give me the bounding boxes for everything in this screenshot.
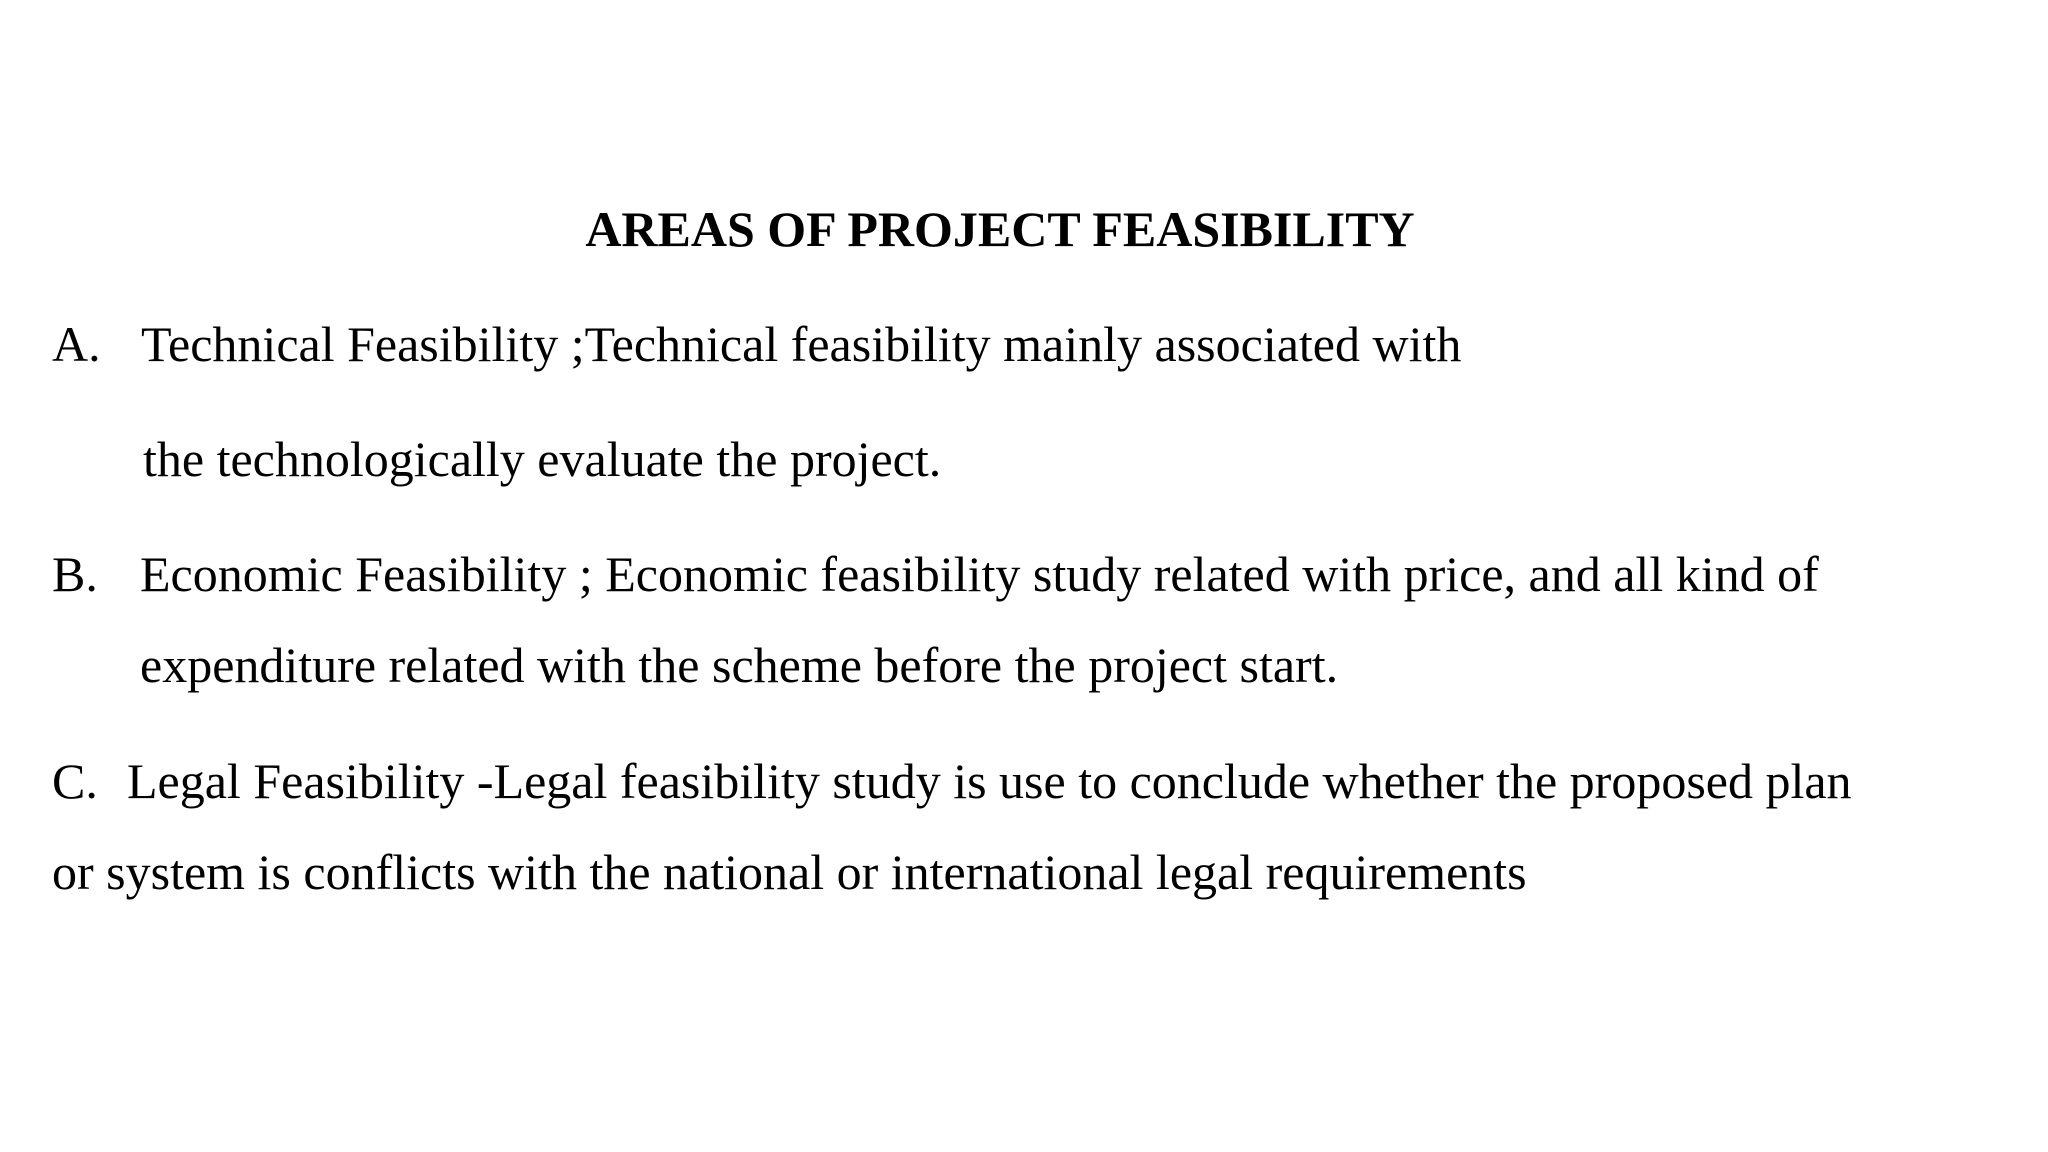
- item-c-line-1: Legal Feasibility -Legal feasibility study is use to conclude whether the proposed plan: [127, 753, 1852, 809]
- item-c-line-2: or system is conflicts with the national or international legal requirements: [52, 844, 1527, 900]
- item-a-marker: A.: [52, 316, 101, 372]
- item-a-line-1: Technical Feasibility ;Technical feasibility mainly associated with: [141, 316, 1462, 372]
- item-c-marker: C.: [52, 753, 98, 809]
- item-b-marker: B.: [52, 546, 98, 602]
- page-title: AREAS OF PROJECT FEASIBILITY: [585, 201, 1415, 257]
- item-b-line-1: Economic Feasibility ; Economic feasibility study related with price, and all kind of: [140, 546, 1819, 602]
- item-a-line-2: the technologically evaluate the project.: [143, 431, 942, 487]
- item-b-line-2: expenditure related with the scheme before the project start.: [140, 637, 1339, 693]
